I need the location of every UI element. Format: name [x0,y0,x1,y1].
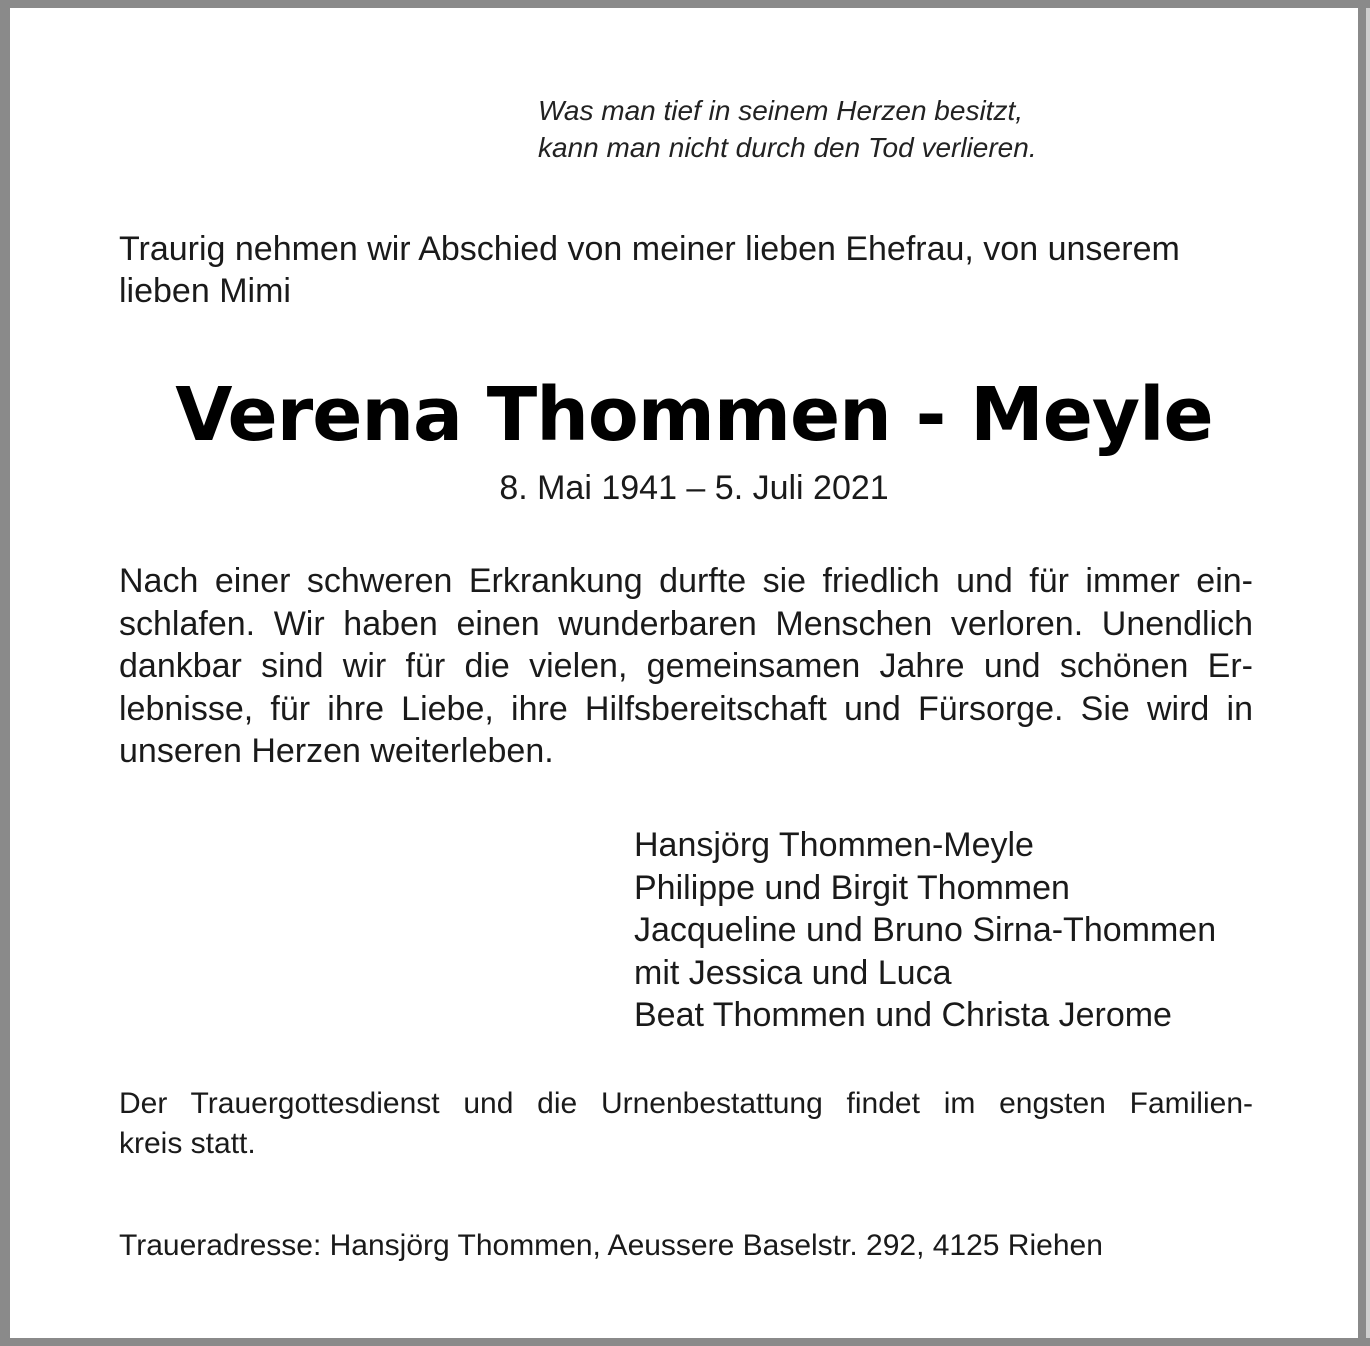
intro-text [119,228,1253,312]
mourner-name: mit Jessica und Luca [634,953,952,992]
tribute-text [119,560,1253,773]
tribute-line: Nach einer schweren Erkrankung durfte sie friedlich und für immer ein- [119,562,1253,600]
motto-line: kann man nicht durch den Tod verlieren. [538,132,1037,163]
service-line: Der Trauergottesdienst und die Urnenbestattung findet im engsten Familien- [119,1087,1253,1120]
tribute-line: lebnisse, für ihre Liebe, ihre Hilfsbereitschaft und Fürsorge. Sie wird in [119,689,1253,728]
mourner-name: Hansjörg Thommen-Meyle [634,826,1034,864]
intro-line: lieben Mimi [119,272,291,310]
tribute-line: dankbar sind wir für die vielen, gemeinsamen Jahre und schönen Er- [119,647,1253,685]
service-note [119,1084,1253,1164]
service-line: kreis statt. [119,1127,256,1160]
tribute-line: unseren Herzen weiterleben. [119,732,554,770]
motto-quote [538,92,1178,166]
motto-line: Was man tief in seinem Herzen besitzt, [538,95,1024,126]
mourner-name: Beat Thommen und Christa Jerome [634,996,1172,1034]
tribute-line: schlafen. Wir haben einen wunderbaren Menschen verloren. Unendlich [119,604,1253,643]
deceased-name: Verena Thommen - Meyle [175,372,1213,458]
mourner-name: Jacqueline und Bruno Sirna-Thommen [634,911,1217,949]
intro-line: Traurig nehmen wir Abschied von meiner lieben Ehefrau, von unserem [119,230,1180,268]
mourners-list [634,824,1274,1037]
mourner-name: Philippe und Birgit Thommen [634,868,1070,907]
mourning-address: Traueradresse: Hansjörg Thommen, Aeussere Baselstr. 292, 4125 Riehen [119,1229,1103,1262]
life-dates: 8. Mai 1941 – 5. Juli 2021 [499,469,889,507]
